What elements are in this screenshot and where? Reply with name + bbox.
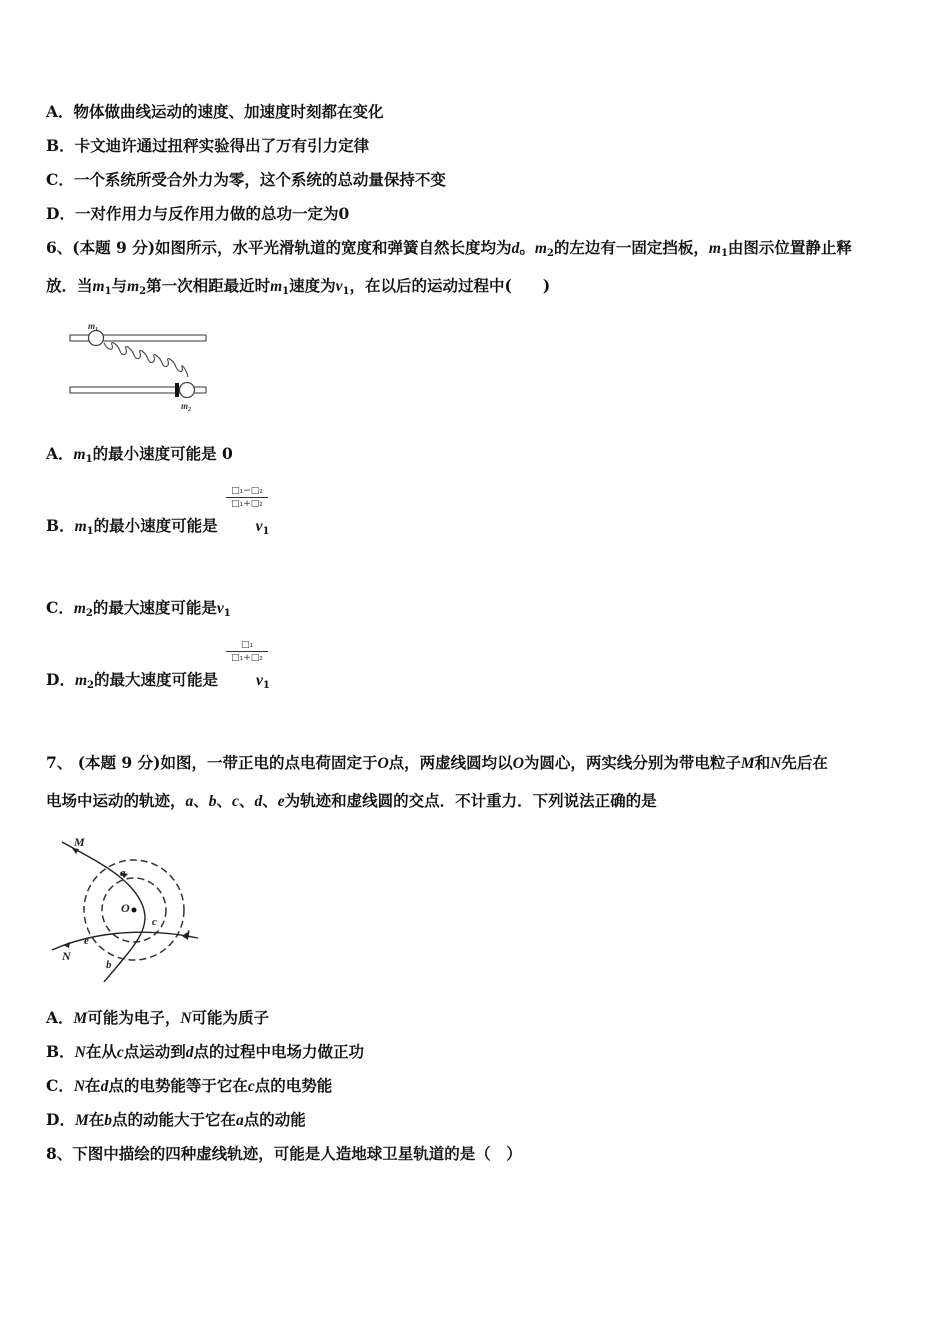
q6-option-d: D．$m_2$的最大速度可能是 $v_1$	[46, 670, 270, 691]
q7-stem-line1: 7、 (本题 9 分)如图，一带正电的点电荷固定于O点，两虚线圆均以O为圆心，两实线分别为带电粒子M和N先后在	[46, 753, 828, 772]
arrow-n	[63, 942, 70, 948]
q5-option-d: D．一对作用力与反作用力做的总功一定为0	[46, 204, 350, 223]
svg-text:m1: $m_1$	[88, 321, 99, 333]
svg-text:m2: $m_2$	[181, 401, 192, 413]
svg-text:a: a	[120, 867, 126, 879]
svg-text:b: b	[106, 959, 112, 971]
q8-stem: 8、下图中描绘的四种虚线轨迹，可能是人造地球卫星轨道的是（ ）	[46, 1144, 522, 1163]
q6-stem-line2: 放．当$m_1$与$m_2$第一次相距最近时$m_1$速度为$v_1$，在以后的运动过程中( )	[46, 276, 551, 297]
q6-option-b: B．$m_1$的最小速度可能是 $v_1$	[46, 516, 270, 537]
svg-text:N: N	[62, 949, 71, 963]
mass-m2	[180, 383, 195, 398]
svg-text:c: c	[152, 916, 157, 928]
q6-stem-line1: 6、(本题 9 分)如图所示，水平光滑轨道的宽度和弹簧自然长度均为d。$m_2$的左边有一固定挡板，$m_1$由图示位置静止释	[46, 238, 852, 259]
q5-option-a: A．物体做曲线运动的速度、加速度时刻都在变化	[46, 102, 384, 121]
point-charge-o	[132, 908, 137, 913]
q6-spring-figure	[66, 315, 216, 415]
q5-option-c: C．一个系统所受合外力为零，这个系统的总动量保持不变	[46, 170, 446, 189]
q7-stem-line2: 电场中运动的轨迹，a、b、c、d、e为轨迹和虚线圆的交点．不计重力．下列说法正确的是	[46, 791, 657, 810]
q7-field-figure	[48, 832, 208, 982]
spring	[104, 343, 188, 377]
q6-option-c: C．$m_2$的最大速度可能是$v_1$	[46, 598, 231, 619]
q6-option-a: A．$m_1$的最小速度可能是 0	[46, 444, 233, 465]
q7-option-c: C．N在d点的电势能等于它在c点的电势能	[46, 1076, 333, 1095]
q6-option-d-fraction: □₁ □₁+□₂	[226, 640, 268, 663]
svg-text:e: e	[84, 935, 89, 947]
svg-text:M: M	[74, 835, 85, 849]
q5-option-b: B．卡文迪许通过扭秤实验得出了万有引力定律	[46, 136, 370, 155]
svg-text:d: d	[184, 929, 190, 941]
fixed-stop	[175, 383, 179, 397]
q7-option-d: D．M在b点的动能大于它在a点的动能	[46, 1110, 306, 1129]
svg-text:O: O	[121, 901, 130, 915]
q6-option-b-fraction: □₁−□₂ □₁+□₂	[226, 486, 268, 509]
q7-option-a: A．M可能为电子，N可能为质子	[46, 1008, 270, 1027]
q7-option-b: B．N在从c点运动到d点的过程中电场力做正功	[46, 1042, 364, 1061]
